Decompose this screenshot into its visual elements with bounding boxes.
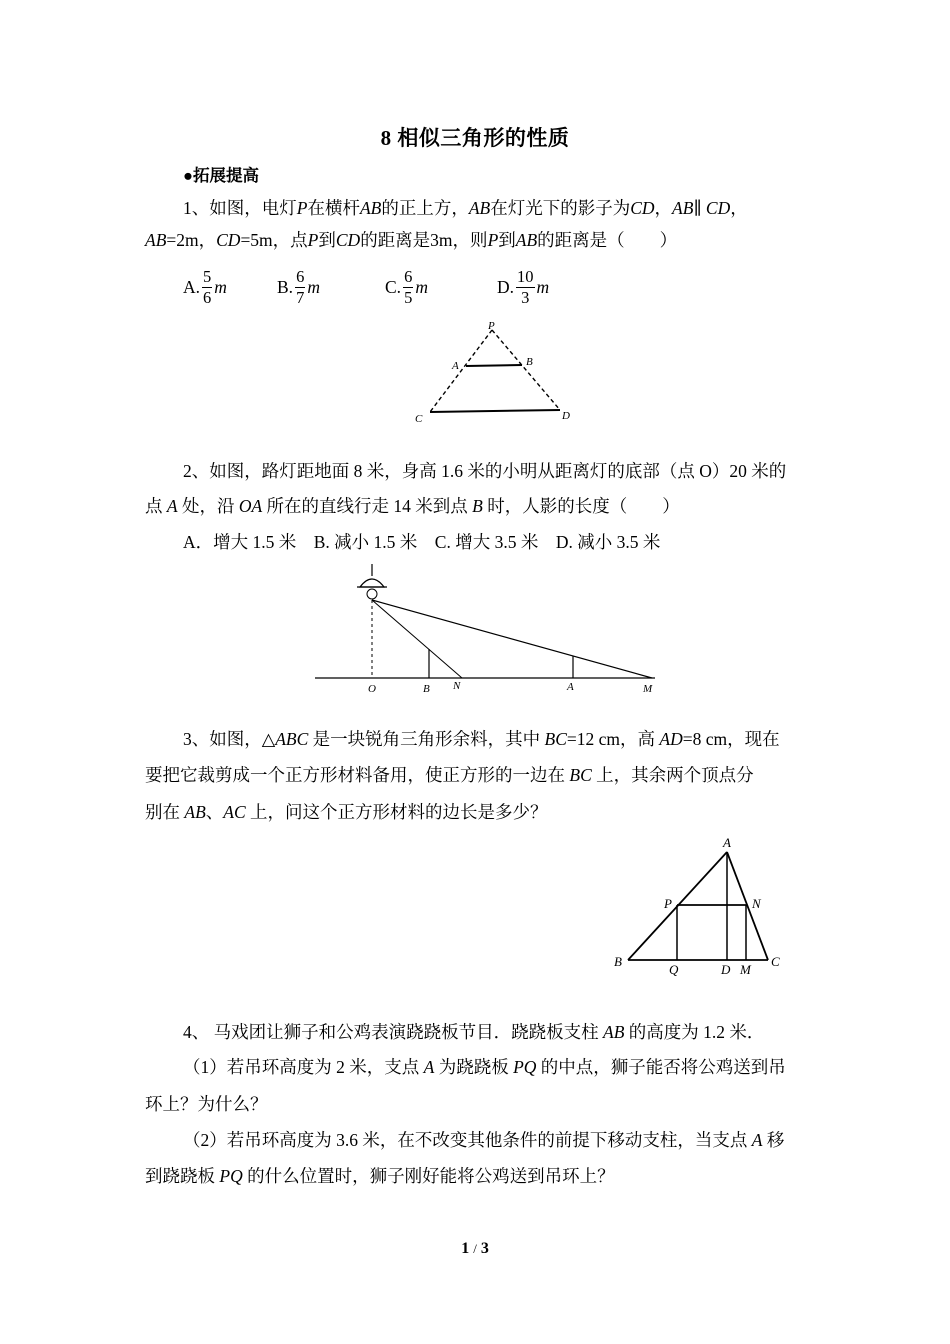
- q2-label-o: O: [368, 683, 376, 695]
- q3-figure: [605, 830, 795, 980]
- q3-line-2: 要把它裁剪成一个正方形材料备用，使正方形的一边在 BC 上，其余两个顶点分: [145, 765, 754, 785]
- q4-line-3: 环上？为什么？: [145, 1094, 268, 1114]
- q1-line-1: 1、如图，电灯P在横杆AB的正上方，AB在灯光下的影子为CD，AB∥ CD，: [183, 198, 748, 218]
- q4-line-4: （2）若吊环高度为 3.6 米，在不改变其他条件的前提下移动支柱，当支点 A 移: [183, 1130, 785, 1150]
- q2-figure: [310, 560, 665, 700]
- q3-label-p: P: [664, 896, 672, 911]
- page-title: 8 相似三角形的性质: [380, 126, 570, 150]
- q2-label-n: N: [453, 680, 461, 692]
- q2-line-2: 点 A 处，沿 OA 所在的直线行走 14 米到点 B 时，人影的长度（ ）: [145, 496, 680, 516]
- q1-label-b: B: [526, 356, 533, 368]
- q3-label-c: C: [771, 954, 780, 969]
- q1-option-a[interactable]: A. $\frac{5}{6}$ m: [183, 266, 227, 307]
- q2-label-b: B: [423, 683, 430, 695]
- q3-line-1: 3、如图，△ABC 是一块锐角三角形余料，其中 BC=12 cm，高 AD=8 cm，现在: [183, 729, 780, 749]
- q4-line-5: 到跷跷板 PQ 的什么位置时，狮子刚好能将公鸡送到吊环上？: [145, 1166, 615, 1186]
- q3-label-a: A: [723, 835, 731, 850]
- q2-line-1: 2、如图，路灯距地面 8 米，身高 1.6 米的小明从距离灯的底部（点 O）20 米的: [183, 461, 787, 481]
- q1-label-c: C: [415, 413, 423, 425]
- page-number: 1 / 3: [461, 1240, 489, 1257]
- q2-label-a: A: [567, 681, 574, 693]
- q1-option-d[interactable]: D. $\frac{10}{3}$ m: [497, 266, 550, 307]
- q1-label-a: A: [452, 360, 459, 372]
- q1-line-2: AB=2m，CD=5m，点P到CD的距离是3m，则P到AB的距离是（ ）: [145, 230, 678, 250]
- q2-label-m: M: [643, 683, 653, 695]
- q3-label-q: Q: [669, 962, 679, 977]
- q3-label-b: B: [614, 954, 622, 969]
- q4-line-2: （1）若吊环高度为 2 米，支点 A 为跷跷板 PQ 的中点，狮子能否将公鸡送到吊: [183, 1057, 786, 1077]
- q1-option-b[interactable]: B. $\frac{6}{7}$ m: [277, 266, 320, 307]
- q1-option-c[interactable]: C. $\frac{6}{5}$ m: [385, 266, 428, 307]
- q4-line-1: 4、 马戏团让狮子和公鸡表演跷跷板节目．跷跷板支柱 AB 的高度为 1.2 米．: [183, 1022, 765, 1042]
- q3-line-3: 别在 AB、AC 上，问这个正方形材料的边长是多少？: [145, 802, 548, 822]
- q3-label-d: D: [721, 962, 731, 977]
- q2-options[interactable]: A．增大 1.5 米 B. 减小 1.5 米 C. 增大 3.5 米 D. 减小 3.5 米: [183, 532, 661, 552]
- q1-figure: [400, 315, 590, 430]
- section-heading: ●拓展提高: [183, 166, 259, 185]
- q1-label-p: P: [488, 320, 495, 332]
- q3-label-n: N: [752, 896, 761, 911]
- q3-label-m: M: [740, 962, 751, 977]
- q1-label-d: D: [562, 410, 570, 422]
